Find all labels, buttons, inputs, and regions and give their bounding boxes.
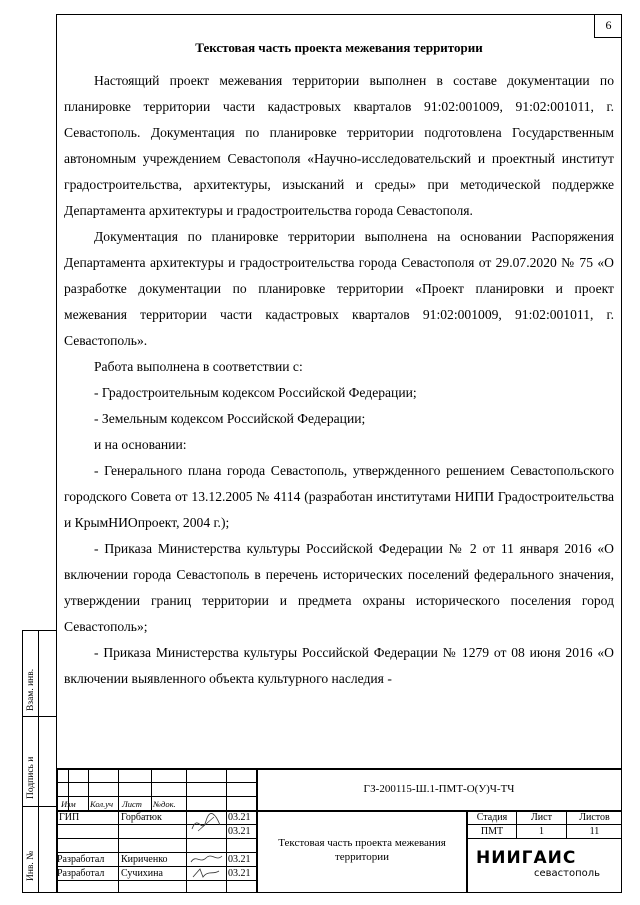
sheets-label: Листов	[579, 812, 610, 823]
header-izm: Изм	[61, 799, 76, 809]
name-suchikhina: Сучихина	[121, 868, 163, 879]
logo-sevastopol: севастополь	[534, 868, 601, 879]
paragraph: Настоящий проект межевания территории выполнен в составе документации по планировке территории части кадастровых кварталов 91:02:001009, 91:02:001011, г. Севастополь. Документация по планировке территории подготовлена Государственным автономным учреждением Севастополя «Научно-исследовательский и проектный институт градостроительства, архитектуры, изысканий и среды» при методической поддержке Департамента архитектуры и градостроительства города Севастополя.	[64, 73, 614, 218]
podpis-label: Подпись и	[26, 756, 36, 799]
date-row-1: 03.21	[228, 812, 251, 823]
sheets-value: 11	[589, 826, 600, 837]
side-stamp	[22, 630, 56, 893]
stage-label: Стадия	[476, 812, 508, 823]
paragraph: - Приказа Министерства культуры Российской Федерации № 2 от 11 января 2016 «О включении города Севастополь в перечень исторических поселений федерального значения, утверждении границ территории и предмета охраны исторического поселения город Севастополь»;	[64, 541, 614, 634]
title-block-doc-title: Текстовая часть проекта межевания территории	[278, 837, 446, 863]
paragraph: - Земельным кодексом Российской Федерации;	[94, 411, 366, 426]
paragraph: Работа выполнена в соответствии с:	[94, 359, 303, 374]
page-number: 6	[594, 14, 622, 38]
date-row-3: 03.21	[228, 868, 251, 879]
signature-icon	[188, 866, 224, 880]
paragraph: Документация по планировке территории выполнена на основании Распоряжения Департамента архитектуры и градостроительства города Севастополя от 29.07.2020 № 75 «О разработке документации по планировке территории «Проект планировки и проект межевания территории части кадастровых кварталов 91:02:001009, 91:02:001011, г. Севастополь».	[64, 229, 614, 348]
sheet-value: 1	[539, 826, 544, 837]
inv-no-label: Инв. №	[26, 850, 36, 881]
date-row-1b: 03.21	[228, 826, 251, 837]
document-body	[64, 36, 614, 692]
role-razrabotal-1: Разработал	[57, 854, 105, 865]
paragraph: - Градостроительным кодексом Российской Федерации;	[94, 385, 417, 400]
header-kol-uch: Кол.уч	[90, 799, 114, 809]
stage-value: ПМТ	[480, 826, 504, 837]
role-gip: ГИП	[59, 812, 80, 823]
name-kirichenko: Кириченко	[121, 854, 168, 865]
paragraph: - Генерального плана города Севастополь, утвержденного решением Севастопольского городского Совета от 13.12.2005 № 4114 (разработан институтами НИПИ Градостроительства и КрымНИОпроект, 2004 г.);	[64, 463, 614, 530]
paragraph: - Приказа Министерства культуры Российской Федерации № 1279 от 08 июня 2016 «О включении выявленного объекта культурного наследия -	[64, 645, 614, 686]
vzam-inv-label: Взам. инв.	[26, 668, 36, 711]
header-list: Лист	[122, 799, 142, 809]
signature-icon	[188, 811, 224, 837]
date-row-2: 03.21	[228, 854, 251, 865]
signature-icon	[188, 852, 224, 866]
role-razrabotal-2: Разработал	[57, 868, 105, 879]
title-block	[56, 768, 622, 893]
document-code: ГЗ-200115-Ш.1-ПМТ-О(У)Ч-ТЧ	[363, 783, 515, 795]
name-gorbatyuk: Горбатюк	[121, 812, 162, 823]
header-ndok: №док.	[153, 799, 176, 809]
logo-niigais: НИИГАИС	[476, 848, 577, 868]
paragraph: и на основании:	[94, 437, 187, 452]
sheet-label: Лист	[531, 812, 552, 823]
document-title: Текстовая часть проекта межевания территории	[195, 40, 483, 55]
